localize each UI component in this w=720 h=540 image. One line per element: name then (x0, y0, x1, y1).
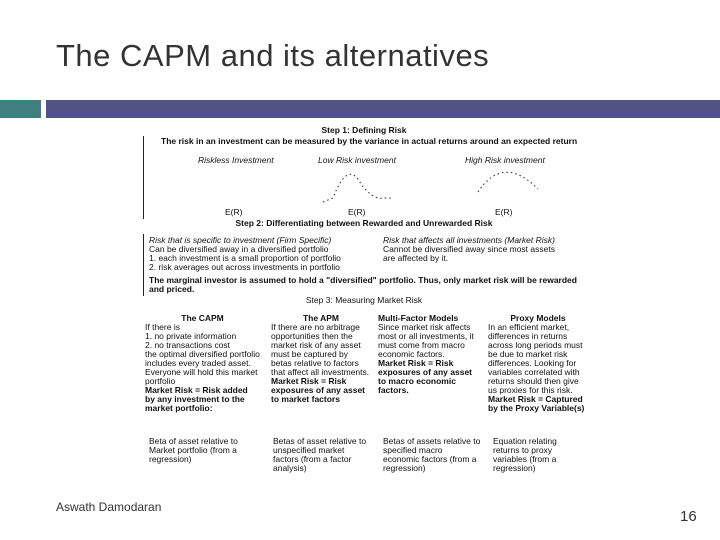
model-risk: Market Risk = Captured by the Proxy Variable(s) (488, 394, 585, 413)
text: Can be diversified away in a diversified portfolio (149, 244, 329, 254)
capm-measure: Beta of asset relative to Market portfolio (from a regression) (149, 436, 238, 464)
model-capm (145, 314, 260, 413)
model-name: Proxy Models (510, 313, 566, 323)
model-apm (271, 314, 371, 404)
model-body: Since market risk affects most or all investments, it must come from macro economic factors. (378, 322, 474, 359)
model-body: If there are no arbitrage opportunities then the market risk of any asset must be captured by betas relative to factors that affect all investments. (271, 322, 370, 377)
page-number: 16 (680, 508, 697, 525)
firm-specific-risk (149, 236, 379, 272)
model-name: The CAPM (181, 313, 224, 323)
text: 2. risk averages out across investments in portfolio (149, 262, 340, 272)
er-label: E(R) (348, 207, 366, 217)
high-risk-label: High Risk investment (465, 155, 545, 165)
model-risk: Market Risk = Risk added by any investment to the market portfolio: (145, 385, 248, 413)
model-risk: Market Risk = Risk exposures of any asset to market factors (271, 376, 366, 404)
proxy-measure: Equation relating returns to proxy variables (from a regression) (493, 436, 557, 473)
model-risk: Market Risk = Risk exposures of any asset to macro economic factors. (378, 358, 473, 395)
model-proxy (488, 314, 588, 413)
model-name: Multi-Factor Models (378, 313, 459, 323)
market-risk (383, 236, 583, 263)
model-name: The APM (302, 313, 340, 323)
step1-text: The risk in an investment can be measured by the variance in actual returns around an expected return (161, 136, 578, 146)
er-label: E(R) (495, 207, 513, 217)
capm-figure (143, 126, 585, 478)
text: Cannot be diversified away since most assets (383, 244, 555, 254)
slide-title: The CAPM and its alternatives (56, 38, 490, 73)
multifactor-measure: Betas of assets relative to specified macro economic factors (from a regression) (383, 436, 481, 473)
distribution-curves (143, 164, 585, 208)
er-label: E(R) (225, 207, 243, 217)
text: Risk that affects all investments (Market Risk) (383, 235, 555, 245)
model-body: In an efficient market, differences in returns across long periods must be due to market risk differences. Looking for variables correlated with returns should then give us proxies for this risk. (488, 322, 583, 395)
apm-measure: Betas of asset relative to unspecified market factors (from a factor analysis) (273, 436, 367, 473)
low-risk-label: Low Risk investment (318, 155, 396, 165)
step1-heading: Step 1: Defining Risk (321, 125, 407, 135)
step3-heading: Step 3: Measuring Market Risk (305, 295, 423, 305)
accent-bar-purple (46, 100, 720, 118)
riskless-label: Riskless Investment (198, 155, 274, 165)
step2-conclusion: The marginal investor is assumed to hold a "diversified" portfolio. Thus, only market risk will be rewarded and priced. (149, 275, 577, 294)
model-body: If there is 1. no private information 2. no transactions cost the optimal diversified portfolio includes every traded asset. Everyone will hold this market portfolio (145, 322, 260, 386)
step2-heading: Step 2: Differentiating between Rewarded and Unrewarded Risk (235, 218, 493, 228)
accent-bar-teal (0, 100, 41, 118)
author-footer: Aswath Damodaran (56, 500, 162, 514)
text: 1. each investment is a small proportion of portfolio (149, 253, 341, 263)
text: are affected by it. (383, 253, 449, 263)
text: Risk that is specific to investment (Firm Specific) (149, 235, 332, 245)
model-multifactor (378, 314, 480, 395)
